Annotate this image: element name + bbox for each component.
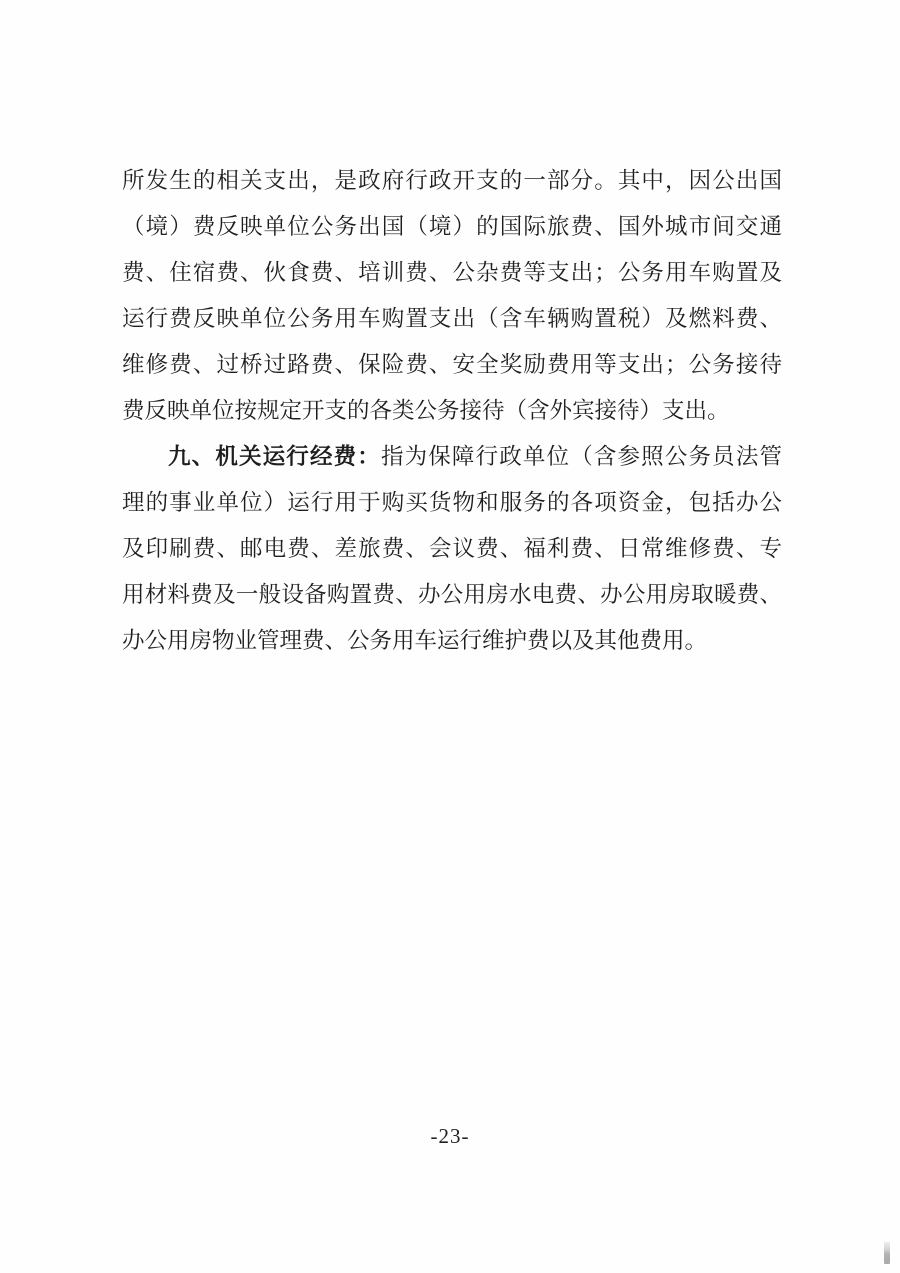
paragraph-line: 费、住宿费、伙食费、培训费、公杂费等支出；公务用车购置及 — [122, 260, 782, 285]
paragraph-line: 用材料费及一般设备购置费、办公用房水电费、办公用房取暖费、 — [122, 582, 782, 607]
paragraph-line: 运行费反映单位公务用车购置支出（含车辆购置税）及燃料费、 — [122, 306, 782, 331]
body-text — [122, 158, 782, 664]
paragraph-line: 维修费、过桥过路费、保险费、安全奖励费用等支出；公务接待 — [122, 352, 782, 377]
page-number: -23- — [430, 1124, 470, 1148]
section-heading: 九、机关运行经费： — [168, 444, 381, 469]
section-heading-continuation: 指为保障行政单位（含参照公务员法管 — [380, 444, 782, 469]
scan-artifact — [884, 1242, 890, 1264]
paragraph-line: （境）费反映单位公务出国（境）的国际旅费、国外城市间交通 — [122, 214, 782, 239]
paragraph-line — [122, 434, 782, 480]
paragraph-line: 及印刷费、邮电费、差旅费、会议费、福利费、日常维修费、专 — [122, 536, 782, 561]
paragraph-line: 办公用房物业管理费、公务用车运行维护费以及其他费用。 — [122, 628, 708, 653]
paragraph-line: 费反映单位按规定开支的各类公务接待（含外宾接待）支出。 — [122, 398, 730, 423]
paragraph-line: 所发生的相关支出，是政府行政开支的一部分。其中，因公出国 — [122, 168, 782, 193]
paragraph-line: 理的事业单位）运行用于购买货物和服务的各项资金，包括办公 — [122, 490, 782, 515]
